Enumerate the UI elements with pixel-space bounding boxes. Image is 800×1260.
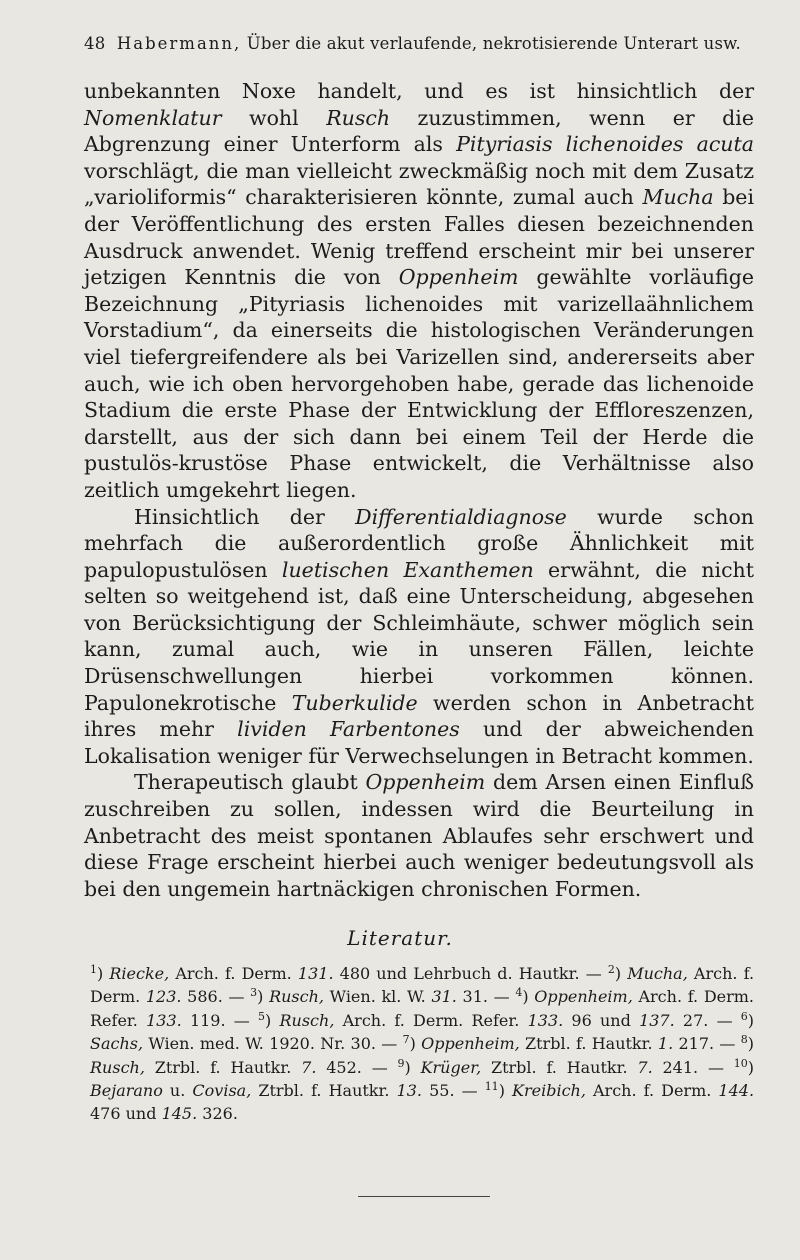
footer-rule	[358, 1196, 490, 1197]
italic-text: Covisa,	[192, 1081, 252, 1101]
text-run: 31. —	[456, 987, 516, 1007]
text-run: wohl	[221, 105, 327, 130]
italic-text: Rusch,	[269, 987, 324, 1007]
italic-text: Pityriasis lichenoides acuta	[456, 132, 754, 157]
header-title: Über die akut verlaufende, nekrotisierende Unterart usw.	[246, 34, 741, 53]
paragraph-1	[84, 78, 754, 504]
italic-text: luetischen Exanthemen	[281, 557, 534, 582]
footnote-number: 9	[397, 1056, 405, 1070]
italic-text: Bejarano	[90, 1081, 163, 1101]
italic-text: 133.	[527, 1010, 564, 1030]
italic-text: Kreibich,	[512, 1081, 586, 1101]
text-run: Ztrbl. f. Hautkr.	[251, 1081, 397, 1101]
text-run: Arch. f. Derm.	[169, 964, 298, 983]
footnote-number: 2	[607, 963, 615, 976]
text-run: 586. —	[181, 987, 251, 1007]
text-run: 480 und Lehrbuch d. Hautkr. —	[333, 964, 608, 983]
italic-text: 131.	[297, 964, 334, 983]
italic-text: Mucha,	[627, 964, 688, 983]
italic-text: Rusch	[326, 105, 391, 130]
italic-text: 1.	[657, 1034, 674, 1054]
text-run: 27. —	[674, 1010, 741, 1030]
header-author: Habermann,	[116, 34, 242, 53]
italic-text: Rusch,	[90, 1057, 145, 1077]
italic-text: Mucha	[642, 185, 714, 210]
text-run: 55. —	[422, 1081, 485, 1101]
italic-text: 133.	[146, 1010, 182, 1030]
footnote-number: 10	[733, 1056, 748, 1070]
text-run: u.	[162, 1081, 193, 1101]
reference-list	[90, 962, 754, 1126]
text-run: )	[409, 1034, 422, 1054]
text-run: )	[747, 1010, 755, 1030]
italic-text: Krüger,	[420, 1057, 482, 1077]
italic-text: Sachs,	[90, 1034, 144, 1054]
italic-text: 31.	[431, 987, 457, 1007]
text-run: unbekannten Noxe handelt, und es ist hinsichtlich der	[84, 79, 754, 103]
paragraph-3	[84, 769, 754, 902]
text-run: Ztrbl. f. Hautkr.	[481, 1057, 638, 1077]
text-run: werden schon in Anbetracht ihres mehr	[84, 690, 754, 742]
text-run: Arch. f. Derm. Refer.	[334, 1010, 528, 1030]
text-run: 476 und	[90, 1104, 162, 1124]
italic-text: Differentialdiagnose	[355, 504, 567, 529]
text-run: )	[522, 987, 535, 1007]
text-run: 119. —	[181, 1010, 259, 1030]
italic-text: 123.	[145, 987, 182, 1007]
italic-text: lividen Farbentones	[237, 717, 460, 742]
text-run: 241. —	[652, 1057, 734, 1077]
text-run: dem Arsen einen Einfluß zuschreiben zu sollen, indessen wird die Beurteilung in Anbetracht des meist spontanen Ablaufes sehr erschwert und diese Frage erscheint hierbei auch weniger bedeutungsvoll als bei den ungemein hartnäckigen chronischen Formen.	[84, 770, 754, 901]
italic-text: Nomenklatur	[84, 105, 222, 130]
page-number: 48	[84, 34, 106, 53]
footnote-number: 1	[90, 963, 97, 976]
text-run: 452. —	[316, 1057, 398, 1077]
text-run: )	[498, 1081, 513, 1101]
italic-text: 7.	[637, 1057, 653, 1077]
italic-text: 145.	[161, 1104, 198, 1124]
italic-text: Riecke,	[109, 964, 170, 983]
text-run: )	[97, 964, 110, 983]
text-run: erwähnt, die nicht selten so weitgehend ist, daß eine Unterscheidung, abgesehen von Berücksichtigung der Schleimhäute, schwer möglich sein kann, zumal auch, wie in unseren Fällen, leichte Drüsenschwellungen hierbei vorkommen können. Papulonekrotische	[84, 557, 754, 715]
text-run: 217. —	[673, 1034, 741, 1054]
reference-item	[250, 987, 515, 1006]
italic-text: Oppenheim	[365, 770, 486, 795]
reference-item	[258, 1011, 741, 1030]
italic-text: 137.	[639, 1010, 675, 1030]
italic-text: Tuberkulide	[291, 690, 418, 715]
text-run: wurde schon mehrfach die außerordentlich große Ähnlichkeit mit papulopustulösen	[84, 504, 754, 582]
text-run: Wien. med. W. 1920. Nr. 30. —	[143, 1034, 403, 1054]
text-run: und der abweichenden Lokalisation weniger für Verwechselungen in Betracht kommen.	[84, 717, 754, 768]
footnote-number: 6	[740, 1009, 748, 1023]
text-run: Wien. kl. W.	[323, 987, 432, 1007]
text-run: gewählte vorläufige Bezeichnung „Pityriasis lichenoides mit varizellaähnlichem Vorstadium“, da einerseits die histologischen Veränderungen viel tiefergreifendere als bei Varizellen sind, andererseits aber auch, wie ich oben hervorgehoben habe, gerade das lichenoide Stadium die erste Phase der Entwicklung der Effloreszenzen, darstellt, aus der sich dann bei einem Teil der Herde die pustulös-krustöse Phase entwickelt, die Verhältnisse also zeitlich umgekehrt liegen.	[84, 265, 754, 502]
footnote-number: 3	[250, 986, 258, 1000]
text-run: 326.	[197, 1104, 238, 1124]
paragraph-2	[84, 504, 754, 770]
reference-item	[398, 1058, 734, 1077]
text-run: Ztrbl. f. Hautkr.	[519, 1034, 658, 1054]
text-run: zuzustimmen, wenn er die Abgrenzung einer Unterform als	[84, 105, 754, 157]
text-run: Therapeutisch glaubt	[134, 770, 366, 795]
text-run: )	[747, 1034, 754, 1054]
text-run: Arch. f. Derm.	[90, 964, 755, 1007]
text-run: Arch. f. Derm.	[585, 1081, 719, 1101]
italic-text: Oppenheim,	[421, 1034, 520, 1054]
italic-text: Oppenheim,	[534, 987, 633, 1007]
text-run: )	[614, 964, 628, 983]
text-run: 96 und	[563, 1010, 640, 1030]
italic-text: Rusch,	[279, 1010, 335, 1030]
text-run: )	[404, 1057, 421, 1077]
reference-item	[90, 964, 608, 983]
text-run: Arch. f. Derm. Refer.	[90, 987, 755, 1030]
text-run: Hinsichtlich der	[134, 504, 356, 529]
reference-item	[403, 1034, 741, 1053]
text-run: )	[747, 1057, 755, 1077]
italic-text: 144.	[718, 1081, 755, 1101]
footnote-number: 7	[402, 1033, 410, 1047]
text-run: Ztrbl. f. Hautkr.	[144, 1057, 302, 1077]
footnote-number: 8	[740, 1033, 748, 1047]
text-run: bei der Veröffentlichung des ersten Falles diesen bezeichnenden Ausdruck anwendet. Wenig treffend erscheint mir bei unserer jetzigen Kenntnis die von	[84, 185, 754, 290]
italic-text: Oppenheim	[398, 265, 519, 290]
text-run: )	[257, 987, 270, 1007]
italic-text: 13.	[396, 1081, 423, 1101]
footnote-number: 4	[515, 986, 523, 1000]
italic-text: 7.	[301, 1057, 317, 1077]
text-run: vorschlägt, die man vielleicht zweckmäßig noch mit dem Zusatz „varioliformis“ charakterisieren könnte, zumal auch	[84, 158, 754, 210]
body-text	[84, 78, 754, 902]
footnote-number: 5	[258, 1009, 266, 1023]
running-header	[84, 34, 741, 53]
text-run: )	[265, 1010, 280, 1030]
footnote-number: 11	[484, 1080, 499, 1094]
literature-heading: Literatur.	[347, 926, 453, 950]
